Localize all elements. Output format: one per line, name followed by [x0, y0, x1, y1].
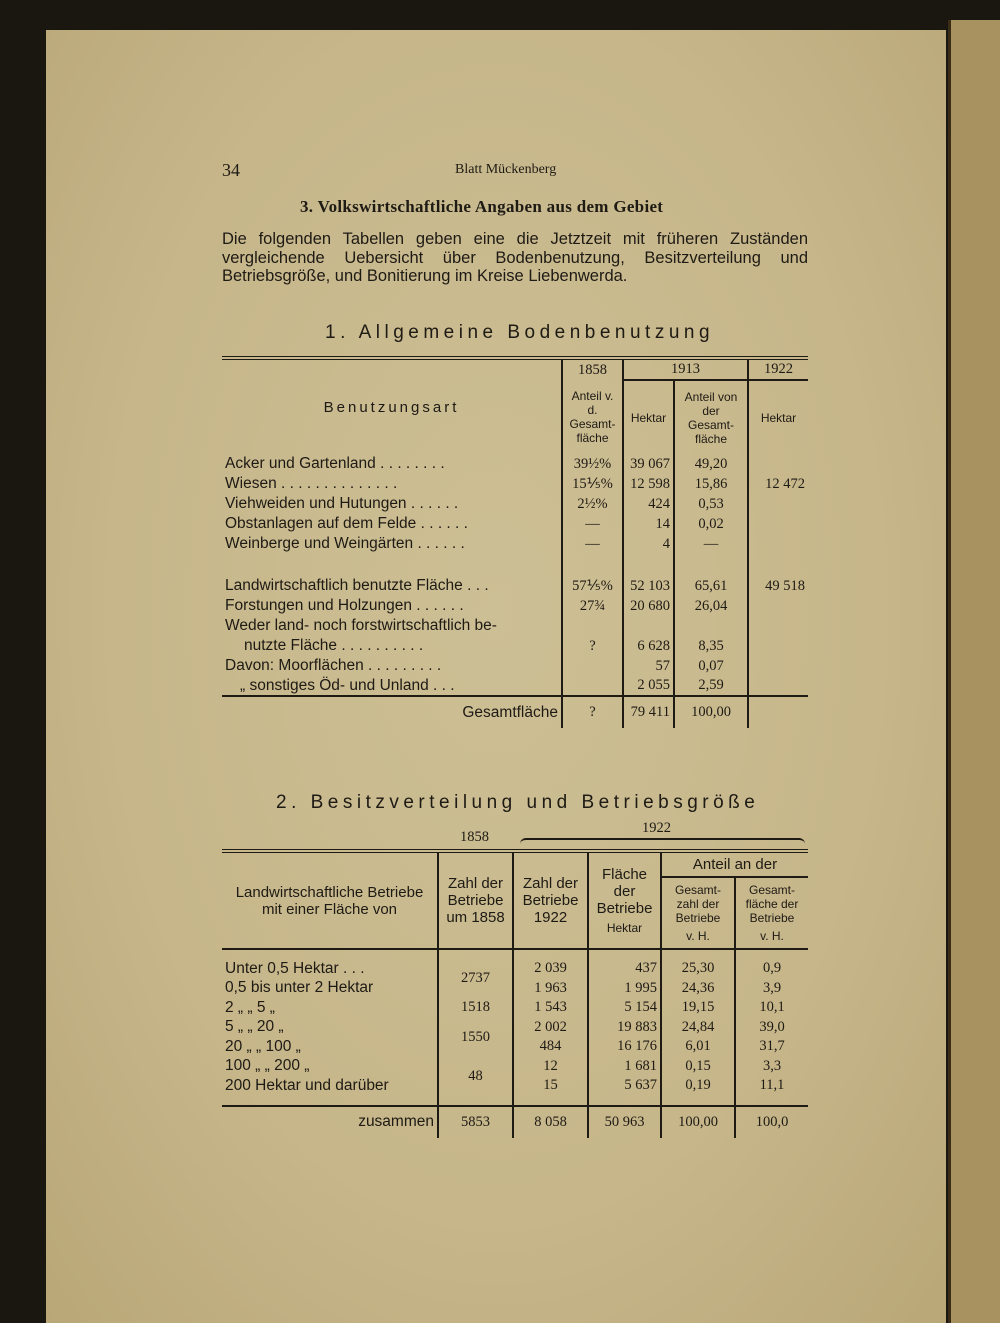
value-ha1922: [748, 494, 808, 514]
table-row: [222, 1018, 808, 1038]
value-anteil-flaeche: 3,3: [735, 1057, 808, 1077]
value-zahl1858: 1550: [438, 1018, 513, 1057]
adjacent-page-edge: [948, 20, 1000, 1323]
row-label: Weder land- noch forstwirtschaftlich be-: [225, 617, 497, 634]
col-header-vh: v. H.: [686, 929, 710, 943]
table-row: [222, 474, 808, 494]
value-1858: ?: [562, 636, 623, 656]
row-label: 100 „ „ 200 „: [225, 1057, 310, 1075]
col-header-hektar-1913: Hektar: [623, 380, 674, 454]
row-label: 20 „ „ 100 „: [225, 1037, 301, 1055]
value-zahl1922: 2 039: [513, 959, 588, 979]
value-zahl1922: 12: [513, 1057, 588, 1077]
value-ha1922: [748, 636, 808, 656]
table-row: [222, 576, 808, 596]
table-row: [222, 1076, 808, 1096]
value-flaeche: 437: [588, 959, 661, 979]
value-1858: —: [562, 534, 623, 554]
total-zahl1858: 5853: [438, 1106, 513, 1138]
value-flaeche: 5 637: [588, 1076, 661, 1096]
table-row: [222, 1057, 808, 1077]
value-1858: 27¾: [562, 596, 623, 616]
total-ha1922: [748, 696, 808, 728]
value-ha1922: [748, 514, 808, 534]
running-head: Blatt Mückenberg: [455, 162, 557, 177]
value-zahl1922: 1 963: [513, 979, 588, 999]
row-label: Weinberge und Weingärten . . . . . .: [225, 535, 465, 552]
value-1858: 2½%: [562, 494, 623, 514]
value-pct1913: —: [674, 534, 748, 554]
value-anteil-zahl: 19,15: [661, 998, 735, 1018]
value-ha1913: 39 067: [623, 454, 674, 474]
value-1858: 39½%: [562, 454, 623, 474]
value-ha1913: 14: [623, 514, 674, 534]
total-1858: ?: [562, 696, 623, 728]
value-pct1913: 15,86: [674, 474, 748, 494]
col-header-hektar-1922: Hektar: [748, 380, 808, 454]
col-header-1922: 1922: [748, 358, 808, 380]
value-ha1922: [748, 596, 808, 616]
value-anteil-zahl: 25,30: [661, 959, 735, 979]
table1-title: 1. Allgemeine Bodenbenutzung: [325, 322, 715, 343]
value-pct1913: 2,59: [674, 676, 748, 696]
value-ha1922: 49 518: [748, 576, 808, 596]
value-flaeche: 19 883: [588, 1018, 661, 1038]
row-label: 5 „ „ 20 „: [225, 1018, 284, 1036]
row-label: 0,5 bis unter 2 Hektar: [225, 979, 374, 997]
value-zahl1922: 2 002: [513, 1018, 588, 1038]
value-anteil-zahl: 0,15: [661, 1057, 735, 1077]
table-row: [222, 676, 808, 696]
value-1858: —: [562, 514, 623, 534]
value-1858: 15⅕%: [562, 474, 623, 494]
value-ha1913: 12 598: [623, 474, 674, 494]
section-heading: 3. Volkswirtschaftliche Angaben aus dem Gebiet: [300, 197, 664, 216]
value-pct1913: 26,04: [674, 596, 748, 616]
value-pct1913: 49,20: [674, 454, 748, 474]
value-1858: [562, 676, 623, 696]
row-label: Landwirtschaftlich benutzte Fläche . . .: [225, 577, 489, 594]
total-anteil-zahl: 100,00: [661, 1106, 735, 1138]
value-flaeche: 16 176: [588, 1037, 661, 1057]
value-anteil-zahl: 24,84: [661, 1018, 735, 1038]
col-header-anteil-vd: Anteil v. d. Gesamt-fläche: [562, 380, 623, 454]
col-header-anteil-von: Anteil von der Gesamt-fläche: [674, 380, 748, 454]
value-zahl1922: 1 543: [513, 998, 588, 1018]
value-ha1913: 2 055: [623, 676, 674, 696]
total-label: zusammen: [358, 1113, 434, 1130]
table-row: [222, 1037, 808, 1057]
value-ha1913: 20 680: [623, 596, 674, 616]
value-ha1913: 424: [623, 494, 674, 514]
intro-paragraph: Die folgenden Tabellen geben eine die Jetztzeit mit früheren Zuständen vergleichende Uebersicht über Bodenbenutzung, Besitzverteilung und Betriebsgröße, und Bonitierung im Kreise Liebenwerda.: [222, 230, 808, 285]
total-label: Gesamtfläche: [462, 703, 558, 721]
row-label: Obstanlagen auf dem Felde . . . . . .: [225, 515, 468, 532]
page-number: 34: [222, 160, 240, 180]
col-header-zahl-1922: Zahl der Betriebe 1922: [513, 851, 588, 949]
value-zahl1922: 484: [513, 1037, 588, 1057]
value-ha1922: [748, 616, 808, 636]
col-header-1913: 1913: [623, 358, 748, 380]
col-header-vh2: v. H.: [760, 929, 784, 943]
total-pct1913: 100,00: [674, 696, 748, 728]
value-1858: [562, 656, 623, 676]
table-row-total: [222, 1106, 808, 1138]
value-anteil-zahl: 24,36: [661, 979, 735, 999]
value-ha1922: [748, 454, 808, 474]
value-pct1913: 65,61: [674, 576, 748, 596]
value-ha1913: 4: [623, 534, 674, 554]
value-1858: 57⅕%: [562, 576, 623, 596]
row-label: Forstungen und Holzungen . . . . . .: [225, 597, 464, 614]
row-label: Unter 0,5 Hektar . . .: [225, 959, 365, 977]
row-label: Viehweiden und Hutungen . . . . . .: [225, 495, 459, 512]
row-label: Acker und Gartenland . . . . . . . .: [225, 455, 445, 472]
value-pct1913: 0,53: [674, 494, 748, 514]
value-pct1913: [674, 616, 748, 636]
value-ha1922: 12 472: [748, 474, 808, 494]
table-besitzverteilung: [222, 849, 808, 1138]
col-header-betriebe: Landwirtschaftliche Betriebe mit einer Fläche von: [235, 883, 424, 918]
value-anteil-flaeche: 31,7: [735, 1037, 808, 1057]
value-anteil-flaeche: 3,9: [735, 979, 808, 999]
value-zahl1858: 1518: [438, 998, 513, 1018]
value-ha1922: [748, 534, 808, 554]
value-anteil-zahl: 0,19: [661, 1076, 735, 1096]
row-label: 200 Hektar und darüber: [225, 1076, 389, 1094]
table-row: [222, 979, 808, 999]
table-row: [222, 616, 808, 636]
year-1922-brace: [520, 838, 805, 846]
row-label: 2 „ „ 5 „: [225, 998, 275, 1016]
table-row-total: [222, 696, 808, 728]
value-zahl1922: 15: [513, 1076, 588, 1096]
total-zahl1922: 8 058: [513, 1106, 588, 1138]
value-ha1922: [748, 676, 808, 696]
value-ha1913: 52 103: [623, 576, 674, 596]
value-anteil-zahl: 6,01: [661, 1037, 735, 1057]
value-ha1913: 6 628: [623, 636, 674, 656]
value-zahl1858: 2737: [438, 959, 513, 998]
value-anteil-flaeche: 10,1: [735, 998, 808, 1018]
total-ha1913: 79 411: [623, 696, 674, 728]
value-anteil-flaeche: 39,0: [735, 1018, 808, 1038]
value-flaeche: 1 995: [588, 979, 661, 999]
col-header-benutzungsart: Benutzungsart: [323, 398, 460, 416]
value-ha1913: 57: [623, 656, 674, 676]
year-1858-label: 1858: [460, 829, 489, 845]
table-row: [222, 636, 808, 656]
value-anteil-flaeche: 11,1: [735, 1076, 808, 1096]
row-label: „ sonstiges Öd- und Unland . . .: [240, 676, 455, 694]
table-row: [222, 534, 808, 554]
table-bodenbenutzung: [222, 356, 808, 728]
value-ha1922: [748, 656, 808, 676]
value-1858: [562, 616, 623, 636]
col-header-flaeche: Fläche der Betriebe: [596, 866, 653, 917]
table-row: [222, 514, 808, 534]
col-header-zahl-1858: Zahl der Betriebe um 1858: [438, 851, 513, 949]
value-flaeche: 5 154: [588, 998, 661, 1018]
row-label: Davon: Moorflächen . . . . . . . . .: [225, 657, 442, 674]
row-label: Wiesen . . . . . . . . . . . . . .: [225, 475, 398, 492]
table-row: [222, 494, 808, 514]
value-pct1913: 0,02: [674, 514, 748, 534]
table-row: [222, 454, 808, 474]
value-zahl1858: 48: [438, 1057, 513, 1096]
table-row: [222, 959, 808, 979]
table-row: [222, 596, 808, 616]
table2-title: 2. Besitzverteilung und Betriebsgröße: [276, 792, 760, 813]
col-header-anteil: Anteil an der: [661, 851, 808, 877]
value-flaeche: 1 681: [588, 1057, 661, 1077]
table-row: [222, 998, 808, 1018]
value-ha1913: [623, 616, 674, 636]
value-anteil-flaeche: 0,9: [735, 959, 808, 979]
total-flaeche: 50 963: [588, 1106, 661, 1138]
table-row: [222, 656, 808, 676]
col-header-gesamtflaeche: Gesamt-fläche der Betriebe: [745, 883, 799, 925]
col-header-gesamtzahl: Gesamt-zahl der Betriebe: [674, 883, 721, 925]
row-label: nutzte Fläche . . . . . . . . . .: [244, 637, 424, 654]
col-header-flaeche-unit: Hektar: [606, 921, 643, 935]
year-1922-label: 1922: [642, 820, 671, 836]
total-anteil-flaeche: 100,0: [735, 1106, 808, 1138]
value-pct1913: 0,07: [674, 656, 748, 676]
value-pct1913: 8,35: [674, 636, 748, 656]
col-header-1858: 1858: [562, 358, 623, 380]
